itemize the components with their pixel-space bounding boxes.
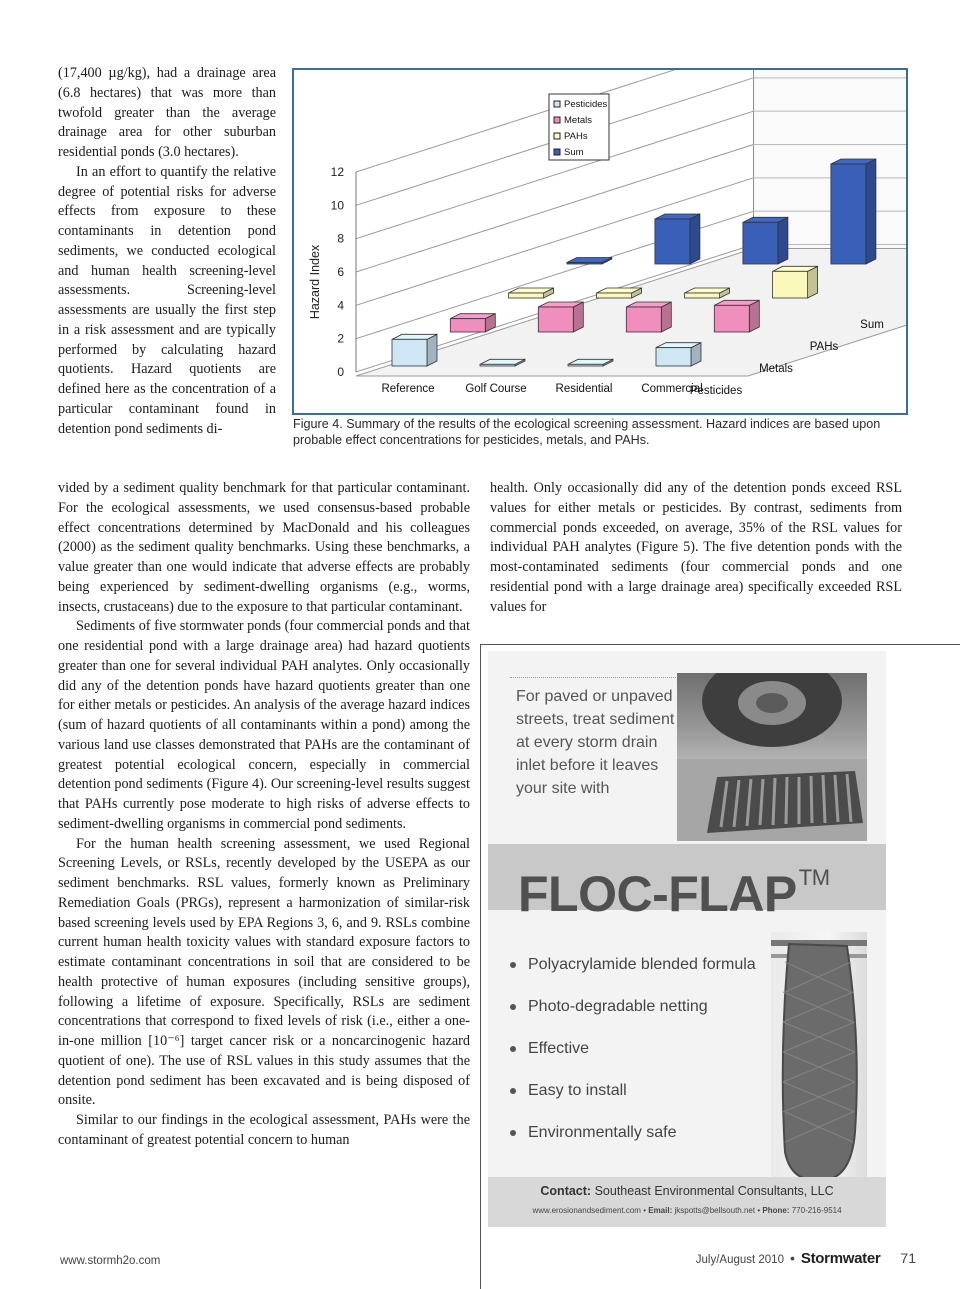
floc-flap-product-photo	[771, 932, 867, 1188]
bar-metals-residential	[626, 307, 661, 332]
ad-intro-text: For paved or unpaved streets, treat sediment at every storm drain inlet before it leaves your site with	[516, 688, 675, 797]
bar-pesticides-residential	[568, 364, 603, 366]
left-paragraph-1: vided by a sediment quality benchmark for that particular contaminant. For the ecological assessments, we used consensus-based probable effect concentrations determined by MacDonald and his colleagues (2000) as the sediment quality benchmarks. Using these benchmarks, a value greater than one would indicate that adverse effects are probably being experienced by sediment-dwelling organisms (e.g., worms, insects, crustaceans) due to the exposure to that particular contaminant.	[58, 480, 470, 615]
ad-product-title	[518, 849, 830, 923]
y-tick-label: 8	[337, 231, 344, 246]
bar-pahs-residential	[685, 293, 720, 298]
bar-pesticides-golf-course	[480, 364, 515, 366]
bar-side-pahs	[808, 266, 818, 298]
ad-feature-item: Environmentally safe	[510, 1121, 780, 1163]
ad-contact-details	[488, 1206, 886, 1215]
legend-swatch-metals	[554, 117, 560, 123]
x-category-label: Golf Course	[465, 383, 527, 395]
legend-swatch-sum	[554, 149, 560, 155]
article-column-right	[490, 479, 902, 617]
page-number: 71	[900, 1250, 916, 1266]
bar-sum-golf-course	[655, 219, 690, 264]
left-paragraph-3: For the human health screening assessment, we used Regional Screening Levels, or RSLs, recently developed by the USEPA as our sediment benchmarks. RSL values, formerly known as Preliminary Remediation Goals (PRGs), represent a harmonization of similar-risk based screening levels used by EPA Regions 3, 6, and 9. RSLs combine current human health toxicity values with standard exposure factors to estimate contaminant concentrations in soil that are considered to be health protective of human exposures (including sensitive groups), following a lifetime of exposure. Specifically, RSLs are sediment concentrations that correspond to fixed levels of risk (i.e., either a one-in-one million [10⁻⁶] target cancer risk or a noncarcinogenic hazard quotient of one). The use of RSL values in this study assumes that the detention pond sediment has been excavated and is being disposed of onsite.	[58, 835, 470, 1109]
y-axis-label: Hazard Index	[308, 244, 322, 320]
truck-tire-over-drain-image	[677, 673, 867, 841]
legend-label: Sum	[564, 147, 584, 158]
storm-drain-photo	[677, 673, 867, 841]
hazard-index-chart	[294, 70, 906, 413]
magazine-name: Stormwater	[800, 1250, 881, 1267]
narrow-paragraph-1: (17,400 µg/kg), had a drainage area (6.8 hectares) that was more than twofold greater than the average drainage area for other suburban residential ponds (3.0 hectares).	[58, 65, 276, 160]
depth-axis-label: Sum	[860, 319, 884, 331]
bar-sum-reference	[567, 263, 602, 265]
bar-sum-commercial	[831, 164, 866, 264]
depth-axis-label: Metals	[759, 363, 793, 375]
contact-email-link[interactable]: jkspotts@bellsouth.net	[674, 1206, 756, 1215]
bar-side-pesticides	[427, 334, 437, 366]
bar-pahs-reference	[509, 293, 544, 298]
bar-pahs-golf-course	[597, 293, 632, 298]
figure-caption: Figure 4. Summary of the results of the ecological screening assessment. Hazard indices are based upon probable effect concentrations for pesticides, metals, and PAHs.	[293, 417, 881, 447]
y-tick-label: 4	[337, 298, 344, 313]
bar-side-metals	[749, 300, 759, 332]
legend-label: Metals	[564, 115, 592, 126]
y-tick-label: 6	[337, 265, 344, 279]
figure-4	[292, 68, 908, 415]
footer-date: July/August 2010	[695, 1254, 784, 1266]
ad-contact-line	[488, 1184, 886, 1198]
right-paragraph-1: health. Only occasionally did any of the detention ponds exceed RSL values for either metals or pesticides. By contrast, sediments from commercial ponds exceeded, on average, 35% of the RSL values for individual PAH analytes (Figure 5). The five detention ponds with the most-contaminated sediments (four commercial ponds and one residential pond with a large drainage area) specifically exceeded RSL values for	[490, 480, 902, 615]
ad-feature-item: Effective	[510, 1037, 780, 1079]
left-paragraph-2: Sediments of five stormwater ponds (four commercial ponds and that one residential pond with a large drainage area) had hazard quotients greater than one for several individual PAH analytes. Only occasionally did any of the detention ponds have hazard quotients greater than one for either metals or pesticides. An analysis of the average hazard indices (sum of hazard quotients of all contaminants within a pond) among the various land use classes demonstrated that PAHs are the contaminant of greatest potential ecological concern, especially in commercial detention pond sediments (Figure 4). Our screening-level results suggest that PAHs currently pose moderate to high risks of adverse effects to sediment-dwelling organisms in commercial pond sediments.	[58, 618, 470, 832]
footer-bullet: •	[789, 1250, 795, 1266]
y-tick-label: 2	[337, 331, 344, 346]
x-category-label: Residential	[555, 383, 613, 395]
legend-label: Pesticides	[564, 99, 608, 110]
ad-divider-vertical	[480, 644, 481, 1289]
legend-swatch-pesticides	[554, 101, 560, 107]
article-column-narrow	[58, 64, 276, 439]
depth-axis-label: PAHs	[809, 341, 839, 353]
depth-axis-label: Pesticides	[689, 385, 743, 397]
x-category-label: Commercial	[641, 383, 703, 395]
y-tick-label: 10	[330, 198, 344, 213]
separator: •	[643, 1206, 646, 1215]
floc-flap-advertisement[interactable]	[488, 651, 886, 1227]
bar-pesticides-reference	[392, 339, 427, 366]
narrow-paragraph-2: In an effort to quantify the relative degree of potential risks for adverse effects from exposure to these contaminants in detention pond sediments, we conducted ecological and human health screening-level assessments. Screening-level assessments are usually the first step in a risk assessment and are typically performed by calculating hazard quotients. Hazard quotients are defined here as the concentration of a particular contaminant found in detention pond sediments di-	[58, 163, 276, 437]
legend-swatch-pahs	[554, 133, 560, 139]
email-label: Email:	[648, 1206, 673, 1215]
x-category-label: Reference	[381, 383, 435, 395]
ad-feature-item: Photo-degradable netting	[510, 995, 780, 1037]
ad-feature-item: Easy to install	[510, 1079, 780, 1121]
contact-company: Southeast Environmental Consultants, LLC	[594, 1184, 834, 1198]
trademark-mark: TM	[798, 865, 830, 890]
separator: •	[757, 1206, 761, 1215]
bar-pesticides-commercial	[656, 348, 691, 366]
bar-metals-golf-course	[538, 307, 573, 332]
bar-metals-commercial	[714, 305, 749, 332]
bar-sum-residential	[743, 222, 778, 264]
bar-side-sum	[778, 217, 788, 264]
footer-website[interactable]: www.stormh2o.com	[60, 1255, 161, 1267]
bar-side-sum	[690, 214, 700, 264]
ad-divider-horizontal	[480, 644, 960, 645]
netting-bag-image	[771, 932, 867, 1188]
contact-phone: 770-216-9514	[791, 1206, 842, 1215]
left-paragraph-4: Similar to our findings in the ecological assessment, PAHs were the contaminant of greatest potential concern to human	[58, 1112, 470, 1148]
phone-label: Phone:	[762, 1206, 790, 1215]
article-column-left	[58, 479, 470, 1151]
bar-pahs-commercial	[773, 271, 808, 298]
bar-side-sum	[866, 159, 876, 264]
y-tick-label: 0	[337, 365, 344, 379]
footer-issue-info	[696, 1250, 916, 1268]
y-tick-label: 12	[330, 165, 344, 179]
legend-label: PAHs	[564, 131, 588, 142]
ad-feature-item: Polyacrylamide blended formula	[510, 953, 780, 995]
bar-metals-reference	[450, 319, 485, 332]
ad-feature-list	[510, 953, 780, 1163]
contact-website-link[interactable]: www.erosionandsediment.com	[532, 1206, 641, 1215]
contact-label: Contact:	[540, 1184, 592, 1198]
ad-dotted-rule	[510, 677, 678, 678]
ad-product-name: FLOC-FLAP	[518, 866, 797, 922]
